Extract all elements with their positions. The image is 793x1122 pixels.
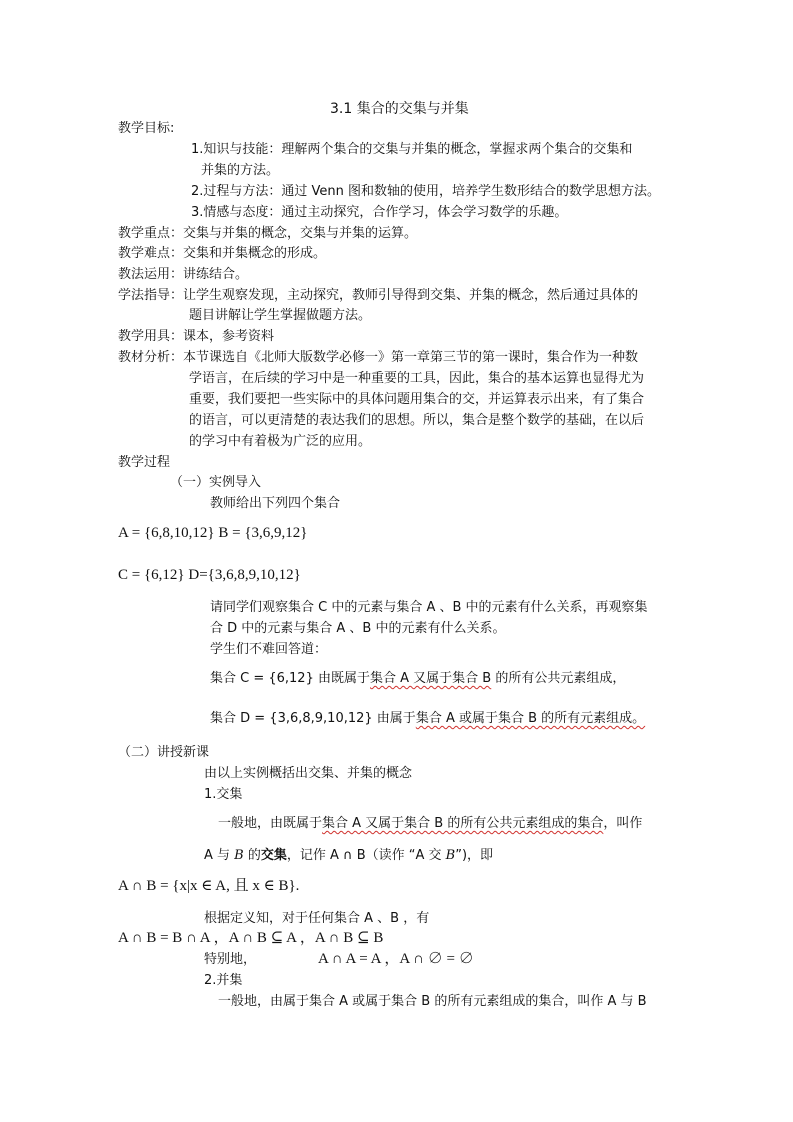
process-label: 教学过程 <box>118 455 171 470</box>
sets-c-d: C = {6,12} D={3,6,8,9,10,12} <box>118 567 301 583</box>
answer-d-underlined: 集合 A 或属于集合 B 的所有元素组成。 <box>415 711 646 726</box>
answer-c-underlined: 集合 A 又属于集合 B <box>370 671 492 686</box>
def1-l2-d: ，记作 A ∩ B（读作 “A 交 <box>286 848 446 863</box>
answer-c-pre: 集合 C = {6,12} 由既属于 <box>210 671 370 686</box>
sets-a-b: A = {6,8,10,12} B = {3,6,9,12} <box>118 525 308 541</box>
teaching-method: 教法运用：讲练结合。 <box>118 267 249 282</box>
teaching-tools: 教学用具：课本，参考资料 <box>118 329 275 344</box>
intersection-definition <box>218 815 642 833</box>
answer-d <box>210 710 645 728</box>
study-guide-line-2: 题目讲解让学生掌握做题方法。 <box>189 308 372 323</box>
def1-bold-term: 交集 <box>260 848 287 863</box>
special-label: 特别地， <box>204 952 257 967</box>
def1-underlined: 集合 A 又属于集合 B 的所有公共元素组成的集合 <box>322 816 604 831</box>
analysis-line-4: 的语言，可以更清楚的表达我们的思想。所以，集合是整个数学的基础，在以后 <box>189 413 645 428</box>
answer-c-post: 的所有公共元素组成， <box>491 671 626 686</box>
answer-c <box>210 670 625 688</box>
properties-formula: A ∩ B = B ∩ A ，A ∩ B ⊆ A ，A ∩ B ⊆ B <box>118 930 384 946</box>
goal-item-2: 2.过程与方法：通过 Venn 图和数轴的使用，培养学生数形结合的数学思想方法。 <box>191 184 661 199</box>
analysis-line-3: 重要，我们要把一些实际中的具体问题用集合的交，并运算表示出来，有了集合 <box>189 392 645 407</box>
intersection-definition-line-2 <box>204 847 493 865</box>
answer-intro: 学生们不难回答道： <box>210 642 328 657</box>
def1-l2-b: B <box>234 848 244 863</box>
special-formula: A ∩ A = A ，A ∩ ∅ = ∅ <box>318 951 474 967</box>
key-points: 教学重点：交集与并集的概念，交集与并集的运算。 <box>118 226 418 241</box>
section1-heading: （一）实例导入 <box>170 475 262 490</box>
analysis-line-1: 教材分析：本节课选自《北师大版数学必修一》第一章第三节的第一课时，集合作为一种数 <box>118 350 639 365</box>
def1-l2-c: 的 <box>243 848 261 863</box>
difficulties: 教学难点：交集和并集概念的形成。 <box>118 246 327 261</box>
subsection-intersection: 1.交集 <box>204 787 243 802</box>
section1-intro: 教师给出下列四个集合 <box>210 496 341 511</box>
def1-l2-e: B <box>445 848 456 863</box>
def1-pre: 一般地，由既属于 <box>218 816 323 831</box>
answer-d-pre: 集合 D = {3,6,8,9,10,12} 由属于 <box>210 711 416 726</box>
section2-heading: （二）讲授新课 <box>118 745 210 760</box>
def1-l2-f: ”)，即 <box>455 848 494 863</box>
section2-intro: 由以上实例概括出交集、并集的概念 <box>204 766 413 781</box>
union-definition: 一般地，由属于集合 A 或属于集合 B 的所有元素组成的集合，叫作 A 与 B <box>218 994 647 1009</box>
goal-item-1-cont: 并集的方法。 <box>201 163 280 178</box>
goals-label: 教学目标: <box>118 121 175 136</box>
intersection-formula: A ∩ B = {x|x ∈ A, 且 x ∈ B}. <box>118 878 300 894</box>
subsection-union: 2.并集 <box>204 973 243 988</box>
properties-intro: 根据定义知，对于任何集合 A 、B ，有 <box>204 911 430 926</box>
analysis-line-2: 学语言，在后续的学习中是一种重要的工具，因此，集合的基本运算也显得尤为 <box>189 371 645 386</box>
analysis-line-5: 的学习中有着极为广泛的应用。 <box>189 434 372 449</box>
def1-l2-a: A 与 <box>204 848 235 863</box>
goal-item-3: 3.情感与态度：通过主动探究，合作学习，体会学习数学的乐趣。 <box>191 205 568 220</box>
question-line-1: 请同学们观察集合 C 中的元素与集合 A 、B 中的元素有什么关系，再观察集 <box>210 600 648 615</box>
def1-post: ，叫作 <box>603 816 643 831</box>
study-guide-line-1: 学法指导：让学生观察发现，主动探究，教师引导得到交集、并集的概念，然后通过具体的 <box>118 288 639 303</box>
page-title: 3.1 集合的交集与并集 <box>330 101 469 117</box>
goal-item-1: 1.知识与技能：理解两个集合的交集与并集的概念，掌握求两个集合的交集和 <box>191 142 633 157</box>
question-line-2: 合 D 中的元素与集合 A 、B 中的元素有什么关系。 <box>210 621 506 636</box>
